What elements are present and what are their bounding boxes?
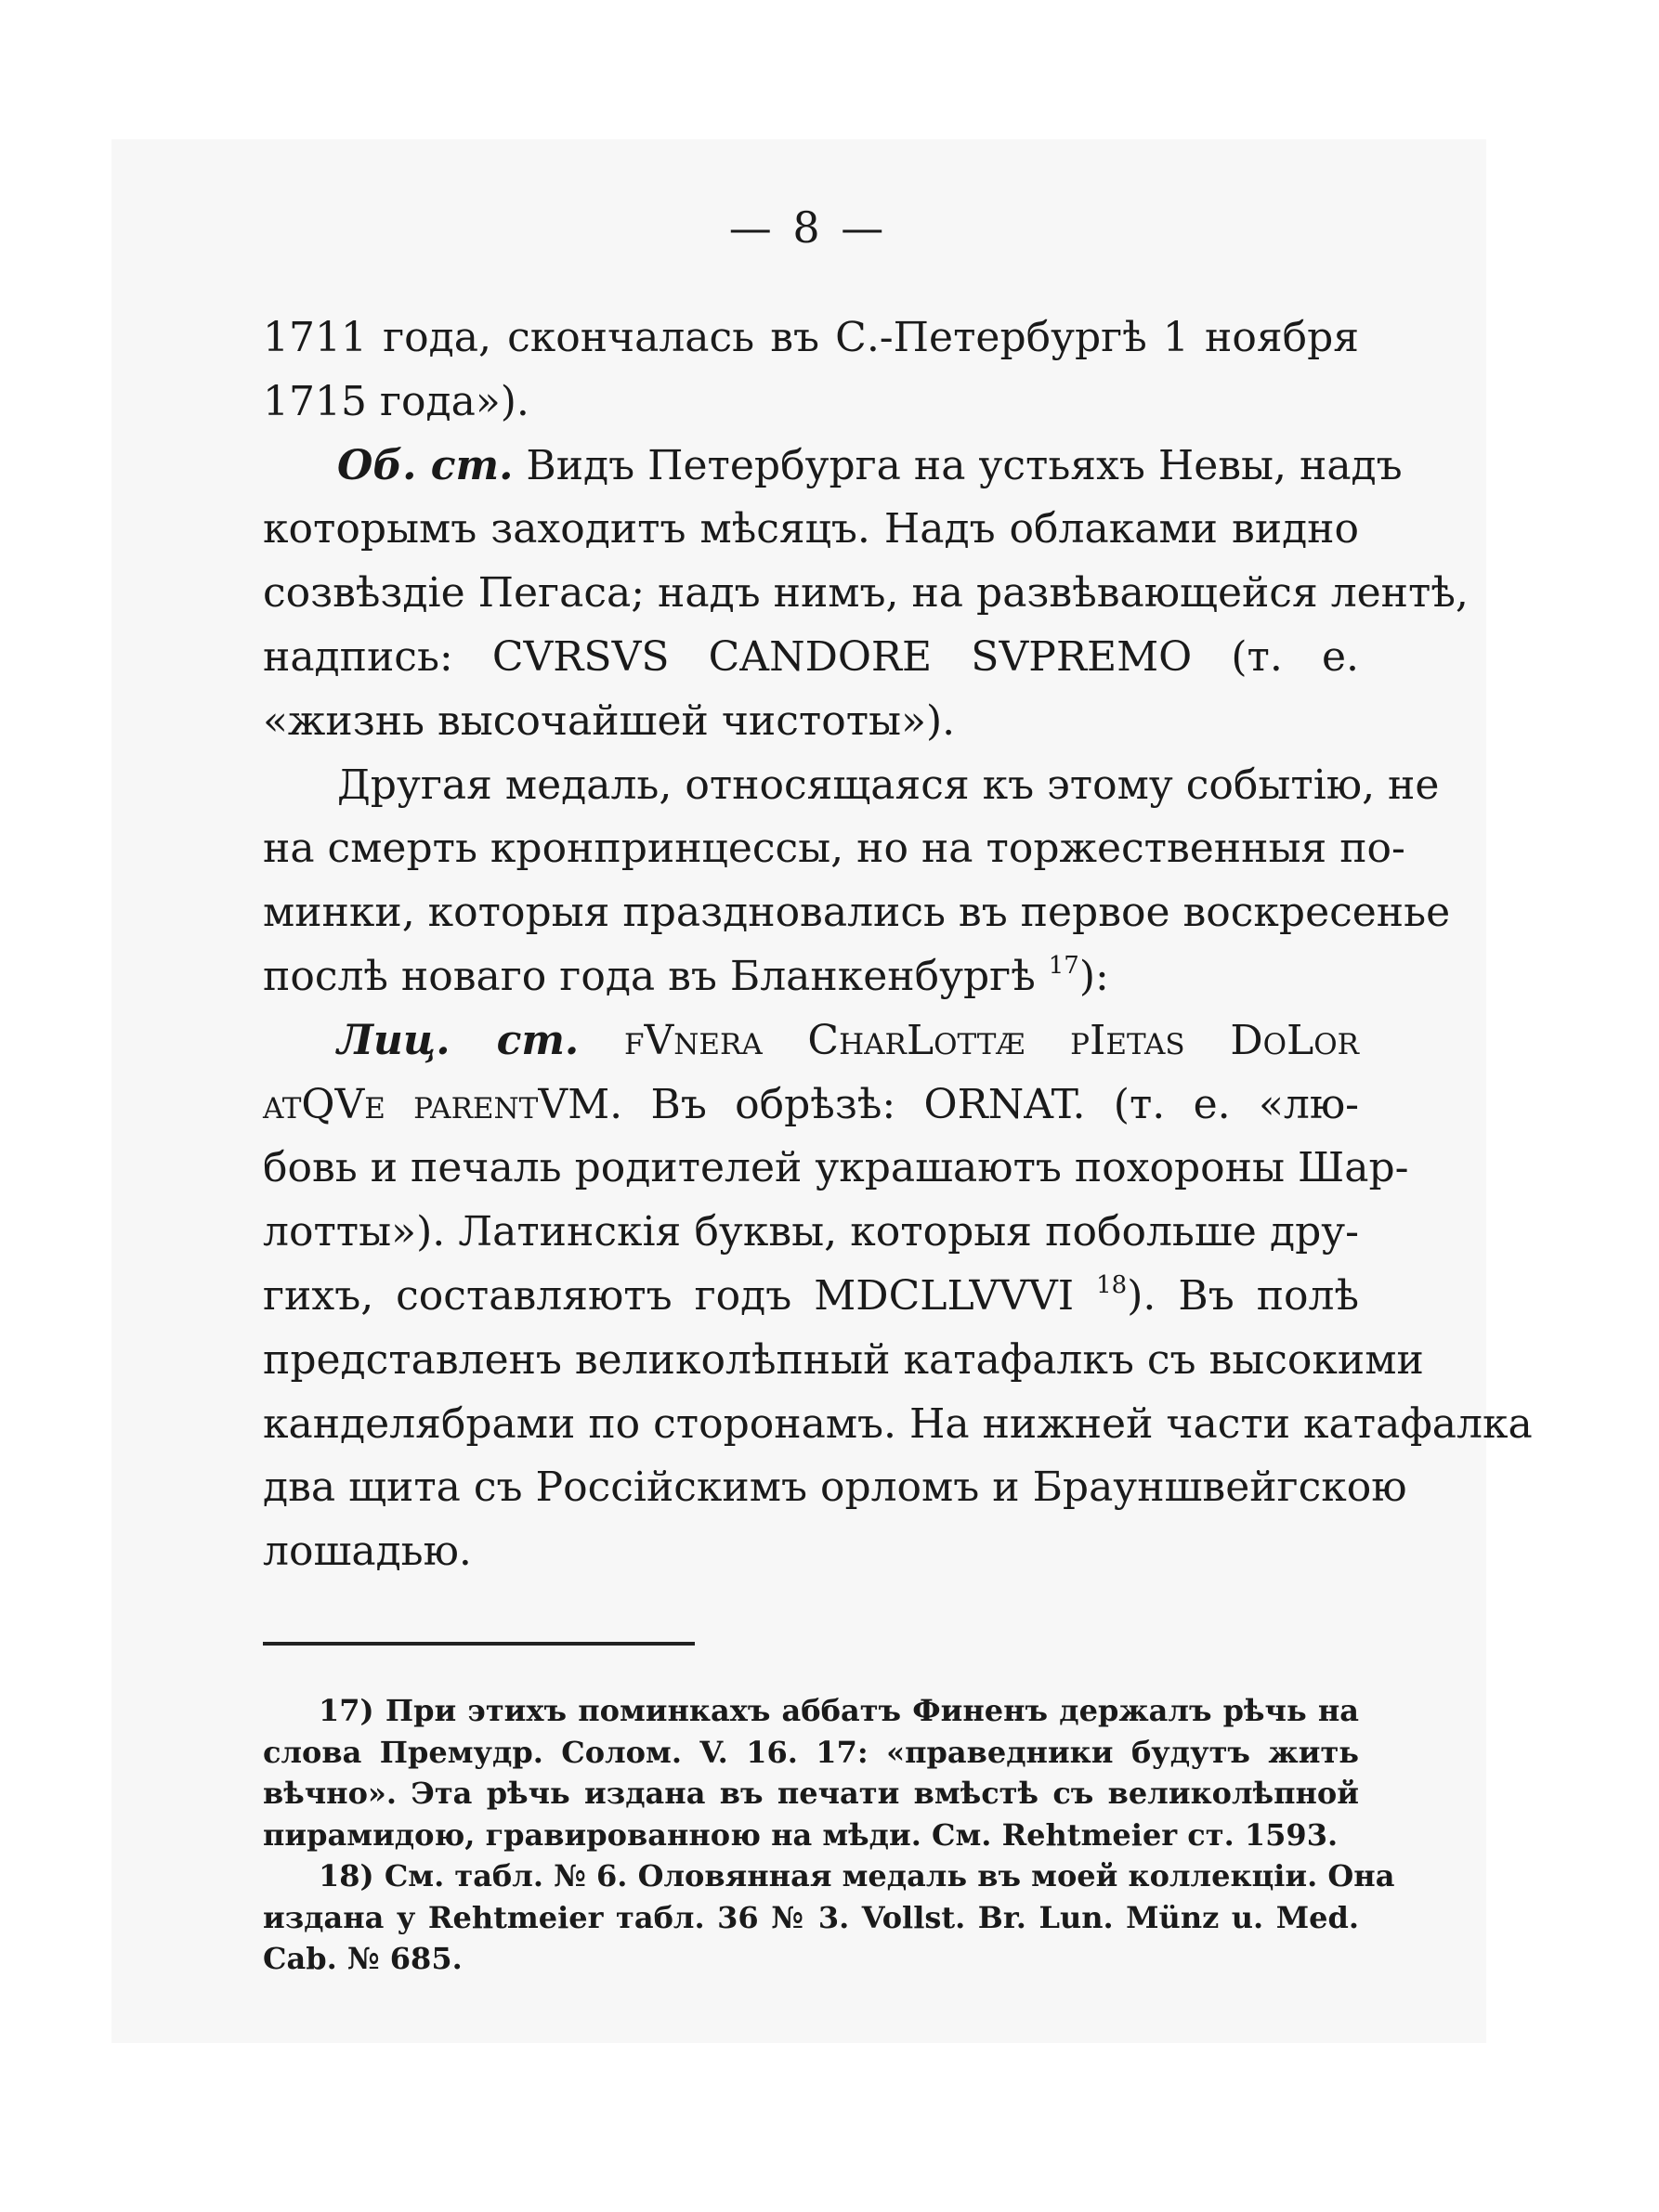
text-run: Въ обрѣзѣ: ORNAT. (т. е. «лю- (622, 1080, 1359, 1128)
text-run: послѣ новаго года въ Бланкенбургѣ (263, 952, 1049, 1000)
text-line (263, 1009, 1359, 1073)
footnotes (263, 1690, 1395, 1980)
text-run: представленъ великолѣпный катафалкъ съ высокими (263, 1335, 1424, 1384)
text-line (263, 690, 1359, 754)
text-run: бовь и печаль родителей украшаютъ похороны Шар- (263, 1144, 1409, 1192)
text-run: издана у Rehtmeier табл. 36 № 3. Vollst. Br. Lun. Münz u. Med. (263, 1899, 1359, 1935)
text-run: вѣчно». Эта рѣчь издана въ печати вмѣстѣ съ великолѣпной (263, 1776, 1359, 1811)
text-run (579, 1017, 624, 1064)
text-line (263, 1329, 1424, 1393)
text-run: 18) См. табл. № 6. Оловянная медаль въ моей коллекціи. Она (319, 1858, 1395, 1893)
text-line (263, 1201, 1359, 1265)
footnote-ref: 18 (1096, 1270, 1128, 1299)
text-run: созвѣздіе Пегаса; надъ нимъ, на развѣвающейся лентѣ, (263, 569, 1469, 618)
footnote-line (263, 1773, 1359, 1815)
footnote-divider (263, 1642, 695, 1646)
text-line (263, 1520, 1359, 1584)
text-run: минки, которыя праздновались въ первое воскресенье (263, 889, 1451, 937)
text-run: лотты»). Латинскія буквы, которыя побольше дру- (263, 1208, 1359, 1256)
text-line (263, 371, 1359, 435)
text-run: 1715 года»). (263, 377, 529, 425)
text-line (263, 435, 1403, 499)
body-text (263, 306, 1533, 1584)
footnote-line (263, 1732, 1359, 1774)
text-line (263, 945, 1359, 1009)
footnote-ref: 17 (1048, 951, 1079, 980)
text-line (263, 1073, 1359, 1138)
footnote-line (263, 1690, 1359, 1732)
text-line (263, 754, 1440, 818)
text-line (263, 498, 1359, 562)
text-line (263, 1137, 1409, 1201)
text-line (263, 306, 1359, 371)
text-line (263, 1265, 1359, 1329)
text-line (263, 562, 1469, 626)
footnote-line (263, 1897, 1359, 1939)
side-label: Об. ст. (337, 441, 514, 489)
footnote-line (263, 1938, 1359, 1980)
text-run: пирамидою, гравированною на мѣди. См. Rehtmeier ст. 1593. (263, 1816, 1339, 1853)
text-run: лошадью. (263, 1528, 472, 1576)
latin-inscription: atQVe parentVM. (263, 1080, 623, 1128)
text-run: надпись: CVRSVS CANDORE SVPREMO (т. е. (263, 632, 1359, 681)
text-line (263, 1456, 1407, 1520)
text-run: гихъ, составляютъ годъ MDCLLVVVI (263, 1271, 1097, 1320)
text-line (263, 1393, 1533, 1457)
footnote-line (263, 1855, 1395, 1897)
text-run: Видъ Петербурга на устьяхъ Невы, надъ (513, 441, 1403, 489)
text-run: слова Премудр. Солом. V. 16. 17: «праведники будутъ жить (263, 1734, 1359, 1770)
page-number: — 8 — (728, 202, 888, 253)
text-line (263, 626, 1359, 690)
text-run: ). Въ полѣ (1127, 1271, 1359, 1320)
text-run: Cab. № 685. (263, 1941, 463, 1976)
text-run: канделябрами по сторонамъ. На нижней части катафалка (263, 1399, 1533, 1448)
text-run: на смерть кронпринцессы, но на торжественныя по- (263, 825, 1405, 873)
text-run: «жизнь высочайшей чистоты»). (263, 696, 956, 745)
text-run: 1711 года, скончалась въ С.-Петербургѣ 1 ноября (263, 314, 1359, 361)
text-run: Другая медаль, относящаяся къ этому событію, не (337, 761, 1440, 809)
text-run: два щита съ Россійскимъ орломъ и Брауншвейгскою (263, 1464, 1407, 1512)
footnote-line (263, 1815, 1359, 1856)
text-run: ): (1078, 952, 1109, 1000)
text-run: которымъ заходитъ мѣсяцъ. Надъ облаками видно (263, 505, 1359, 553)
text-line (263, 881, 1451, 945)
text-line (263, 817, 1405, 881)
text-run: 17) При этихъ поминкахъ аббатъ Финенъ держалъ рѣчь на (319, 1693, 1359, 1728)
latin-inscription: fVnera CharLottæ pIetas DoLor (623, 1016, 1359, 1064)
side-label: Лиц. ст. (337, 1016, 580, 1064)
